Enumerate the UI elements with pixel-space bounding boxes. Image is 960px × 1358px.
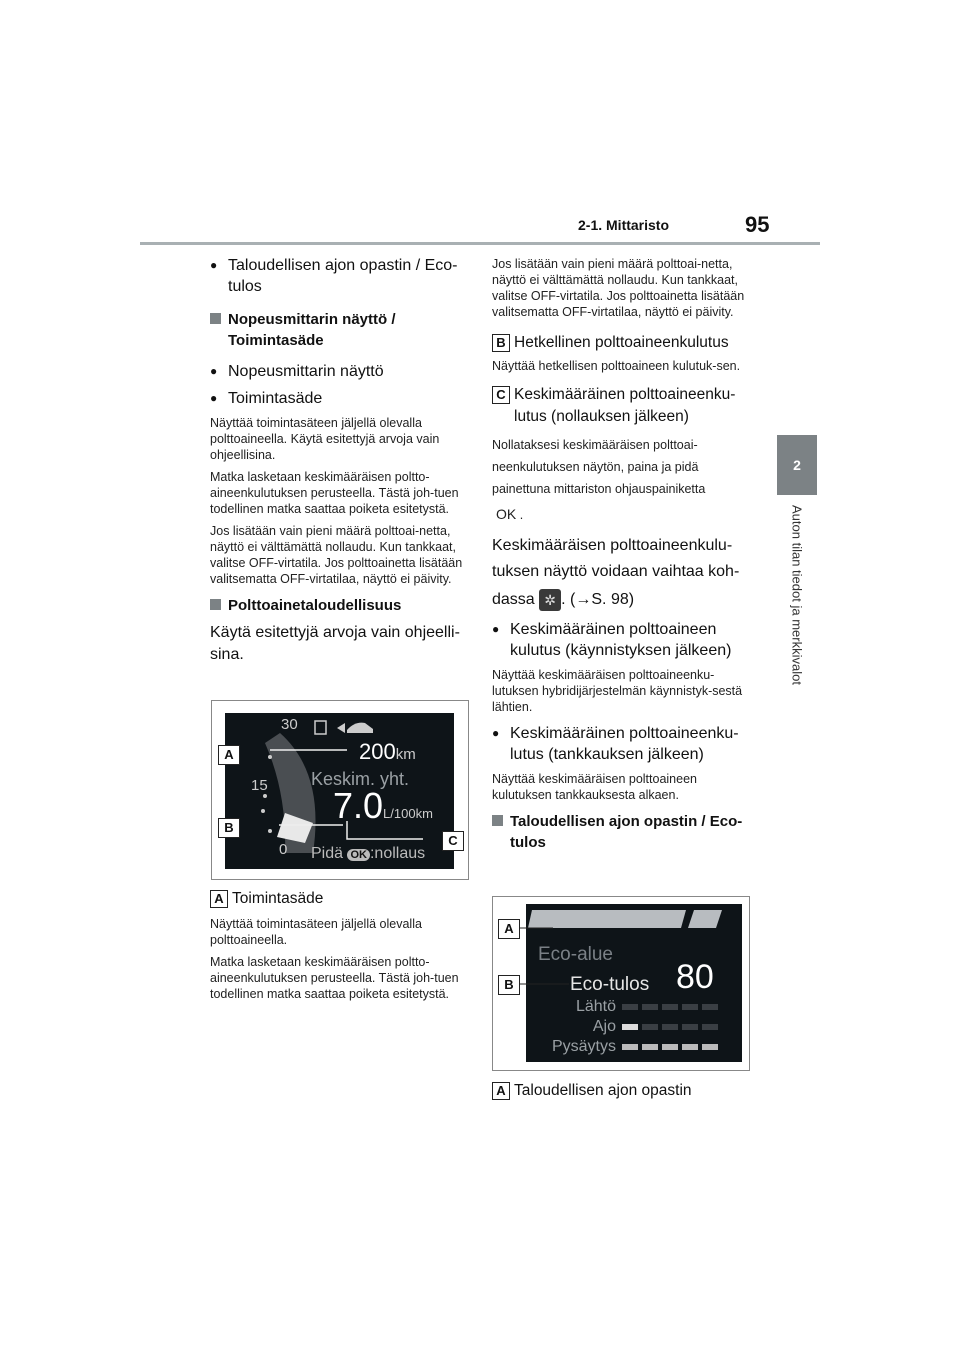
page-number: 95 bbox=[745, 212, 770, 237]
reset-prefix: Pidä bbox=[311, 845, 344, 862]
switch-text-1: Keskimääräisen polttoaineenkulu- bbox=[492, 537, 733, 554]
eco-row-stop: Pysäytys bbox=[551, 1038, 616, 1055]
gauge-dot bbox=[268, 829, 272, 833]
callout-a2: A bbox=[498, 919, 520, 939]
legend-b-title: Hetkellinen polttoaineenkulutus bbox=[514, 334, 729, 351]
range-display bbox=[225, 713, 454, 869]
ok-line bbox=[492, 500, 752, 529]
car-icon bbox=[347, 723, 373, 733]
avg-value-group bbox=[333, 785, 433, 827]
section-title: 2-1. Mittaristo bbox=[578, 217, 670, 233]
range-value: 200 bbox=[359, 739, 396, 764]
eco-display bbox=[526, 904, 742, 1062]
legend-a-badge: A bbox=[210, 890, 228, 908]
gauge-dot bbox=[261, 809, 265, 813]
legend-b-badge: B bbox=[492, 334, 510, 352]
reset-hint bbox=[311, 845, 425, 863]
scale-15: 15 bbox=[251, 777, 268, 794]
chapter-tab: 2 bbox=[777, 435, 817, 495]
gauge-dot bbox=[268, 755, 272, 759]
reset-suffix: :nollaus bbox=[369, 845, 426, 862]
legend-c-text-2: neenkulutuksen näytön, paina ja pidä bbox=[492, 460, 699, 474]
legend-b-text: Näyttää hetkellisen polttoaineen kulutuk-sen. bbox=[492, 359, 741, 373]
legend-a2 bbox=[492, 1080, 752, 1102]
legend-a2-badge: A bbox=[492, 1082, 510, 1100]
eco-row-drive: Ajo bbox=[592, 1018, 616, 1035]
eco-zone-label: Eco-alue bbox=[538, 944, 613, 965]
refuel-text: Näyttää keskimääräisen polttoaineen kulutuksen tankkauksesta alkaen. bbox=[492, 772, 697, 802]
figure-speedometer bbox=[211, 700, 469, 880]
eco-grid bbox=[622, 1004, 718, 1050]
range-text-1: Näyttää toimintasäteen jäljellä olevalla polttoaineella. Käytä esitettyjä arvoja vain ohjeellisina. bbox=[210, 416, 440, 462]
legend-a bbox=[210, 888, 468, 910]
bullet-refuel: ● Keskimääräinen polttoaineenku-lutus (tankkauksen jälkeen) bbox=[492, 723, 752, 765]
switch-text-3b: . (→S. 98) bbox=[561, 591, 635, 608]
figure-eco bbox=[492, 896, 750, 1071]
bullet-speedometer: ● Nopeusmittarin näyttö bbox=[210, 361, 468, 382]
legend-a-title: Toimintasäde bbox=[232, 890, 324, 907]
heading-eco: Taloudellisen ajon opastin / Eco-tulos bbox=[492, 811, 752, 853]
eco-row-start: Lähtö bbox=[575, 998, 616, 1015]
legend-a2-title: Taloudellisen ajon opastin bbox=[514, 1082, 692, 1099]
fuel-pump-icon bbox=[315, 721, 326, 734]
legend-c-text-1: Nollataksesi keskimääräisen polttoai- bbox=[492, 438, 698, 452]
eco-score: 80 bbox=[676, 958, 714, 996]
avg-unit: L/100km bbox=[383, 806, 433, 821]
legend-c-text-3: painettuna mittariston ohjauspainiketta bbox=[492, 482, 706, 496]
range-unit: km bbox=[395, 746, 416, 763]
eco-bar bbox=[528, 910, 686, 928]
bullet-eco: ● Taloudellisen ajon opastin / Eco-tulos bbox=[210, 255, 468, 297]
arrow-left-icon bbox=[337, 723, 345, 733]
range-text-3: Jos lisätään vain pieni määrä polttoai-netta, näyttö ei välttämättä nollaudu. Kun tankkaat, valitse OFF-virtatila. Jos polttoainetta lisätään valitsematta OFF-virtatilaa, näyttö ei päivity. bbox=[210, 524, 463, 586]
callout-b2: B bbox=[498, 975, 520, 995]
header-divider bbox=[140, 242, 820, 245]
legend-c bbox=[492, 384, 752, 406]
switch-text-2: tuksen näyttö voidaan vaihtaa koh- bbox=[492, 563, 740, 580]
callout-b: B bbox=[218, 818, 240, 838]
legend-a-text-1: Näyttää toimintasäteen jäljellä olevalla polttoaineella. bbox=[210, 917, 422, 947]
range-text-2: Matka lasketaan keskimääräisen poltto-aineenkulutuksen perusteella. Tästä joh-tuen todellinen matka saattaa poiketa esitetystä. bbox=[210, 470, 459, 516]
heading-fuel-economy: Polttoainetaloudellisuus bbox=[210, 595, 468, 616]
ok-button-label: OK bbox=[496, 506, 517, 522]
legend-a-text-2: Matka lasketaan keskimääräisen poltto-aineenkulutuksen perusteella. Tästä joh-tuen todellinen matka saattaa poiketa esitetystä. bbox=[210, 955, 459, 1001]
avg-value: 7.0 bbox=[333, 785, 384, 826]
bullet-range: ● Toimintasäde bbox=[210, 388, 468, 409]
heading-speed: Nopeusmittarin näyttö / Toimintasäde bbox=[210, 309, 468, 351]
eco-bar-end bbox=[688, 910, 722, 928]
left-column bbox=[210, 255, 468, 666]
ok-dot: . bbox=[519, 508, 524, 522]
legend-b bbox=[492, 332, 752, 354]
legend-c-badge: C bbox=[492, 386, 510, 404]
refuel-note: Jos lisätään vain pieni määrä polttoai-netta, näyttö ei välttämättä nollaudu. Kun tankkaat, valitse OFF-virtatila. Jos polttoainetta lisätään valitsematta OFF-virtatilaa, näyttö ei päivity. bbox=[492, 257, 745, 319]
ok-badge: OK bbox=[347, 849, 370, 861]
fuel-economy-text: Käytä esitettyjä arvoja vain ohjeelli-sina. bbox=[210, 624, 460, 663]
legend-c-title-1: Keskimääräinen polttoaineenku- bbox=[514, 386, 736, 403]
right-column bbox=[492, 256, 752, 853]
legend-a-block bbox=[210, 888, 468, 1002]
chapter-title bbox=[769, 505, 825, 735]
legend-a2-block bbox=[492, 1080, 752, 1102]
switch-text-3a: dassa bbox=[492, 591, 535, 608]
range-value-group bbox=[359, 739, 416, 765]
avg-label: Keskim. yht. bbox=[311, 769, 410, 789]
scale-0: 0 bbox=[279, 841, 288, 858]
gear-icon: ✲ bbox=[539, 589, 561, 611]
gauge-dot bbox=[263, 794, 267, 798]
scale-30: 30 bbox=[281, 716, 298, 733]
start-text: Näyttää keskimääräisen polttoaineenku-lutuksen hybridijärjestelmän käynnistyk-sestä lähtien. bbox=[492, 668, 743, 714]
callout-c: C bbox=[442, 831, 464, 851]
callout-a: A bbox=[218, 745, 240, 765]
bullet-start: ● Keskimääräinen polttoaineen kulutus (käynnistyksen jälkeen) bbox=[492, 619, 752, 661]
eco-score-label: Eco-tulos bbox=[570, 974, 650, 995]
chapter-title-text: Auton tilan tiedot ja merkkivalot bbox=[789, 505, 805, 685]
legend-c-title-2: lutus (nollauksen jälkeen) bbox=[514, 408, 689, 425]
switch-text-3 bbox=[492, 585, 752, 615]
